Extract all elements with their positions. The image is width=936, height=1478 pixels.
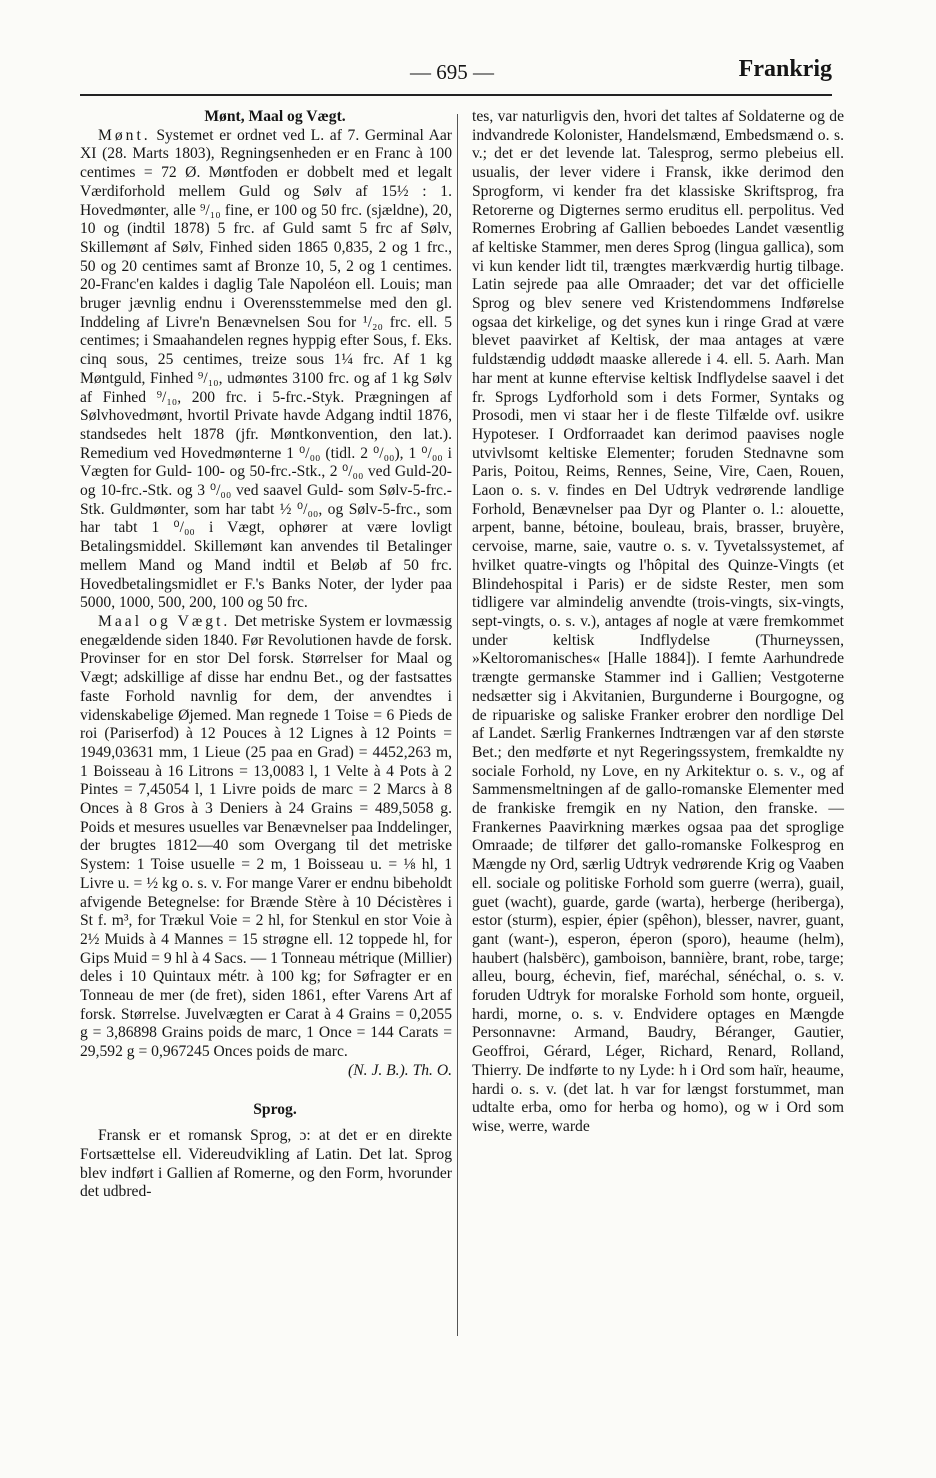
paragraph-maal (80, 613, 452, 1062)
left-column (80, 108, 452, 1202)
paragraph-sprog: Fransk er et romansk Sprog, ɔ: at det er en direkte Fortsættelse ell. Videreudvikling af Latin. Det lat. Sprog blev indført i Gallien af Romerne, og den Form, hvorunder det udbred- (80, 1127, 452, 1201)
section-title-mont: Mønt, Maal og Vægt. (204, 108, 346, 125)
right-column (472, 108, 844, 1137)
paragraph-body: Det metriske System er lovmæssig enegældende siden 1840. Før Revolutionen havde de forsk. Provinser for en stor Del forsk. Størrelser for Maal og Vægt; adskillige af disse har endnu Bet., og der fastsattes faste Forhold navnlig for dem, der anvendtes i videnskabelige Øjemed. Man regnede 1 Toise = 6 Pieds de roi (Pariserfod) à 12 Pouces à 12 Lignes à 12 Points = 1949,03631 mm, 1 Lieue (25 paa en Grad) = 4452,263 m, 1 Boisseau à 16 Litrons = 13,0083 l, 1 Velte à 4 Pots à 2 Pintes = 7,45054 l, 1 Livre poids de marc = 2 Marcs à 8 Onces à 8 Gros à 3 Deniers à 24 Grains = 489,5058 g. Poids et mesures usuelles var Benævnelser paa Inddelinger, der brugtes 1812—40 som Overgang til det metriske System: 1 Toise usuelle = 2 m, 1 Boisseau u. = ⅛ hl, 1 Livre u. = ½ kg o. s. v. For mange Varer er endnu bibeholdt afvigende Betegnelse: for Brænde Stère à 10 Décistères i St f. m³, for Trækul Voie = 2 hl, for Stenkul en stor Voie à 2½ Muids à 4 Mannes = 15 strøgne ell. 12 toppede hl, for Gips Muid = 9 hl à 4 Sacs. — 1 Tonneau métrique (Millier) deles i 10 Quintaux métr. à 100 kg; for Søfragter er en Tonneau de mer (de fret), siden 1861, efter Varens Art af forsk. Størrelse. Juvelvægten er Carat à 4 Grains = 0,2055 g = 3,86898 Grains poids de marc, 1 Once = 144 Carats = 29,592 g = 0,967245 Onces poids de marc. (80, 612, 452, 1061)
paragraph-lead: Mønt. (98, 126, 151, 144)
page-header (80, 56, 832, 98)
column-divider (457, 114, 458, 1336)
page-number: — 695 — (410, 60, 494, 84)
header-rule (80, 94, 832, 96)
running-head: Frankrig (738, 56, 832, 82)
paragraph-sprog-continued: tes, var naturligvis den, hvori det taltes af Soldaterne og de indvandrede Kolonister, Handelsmænd, Embedsmænd o. s. v.; det er det levende lat. Talesprog, sermo plebeius ell. usualis, der lever videre i Fransk, ikke derimod den Sprogform, vi kender fra det klassiske Skriftsprog, fra Retorerne og Digternes sermo eruditus ell. perpolitus. Ved Romernes Erobring af Gallien beboedes Landet væsentlig af keltiske Stammer, men deres Sprog (lingua gallica), som vi kun kender lidt til, trængtes mærkværdig hurtig tilbage. Latin sejrede paa alle Omraader; det var det officielle Sprog og blev senere ved Kristendommens Indførelse ogsaa det kirkelige, og det synes kun i ringe Grad at være blevet paavirket af Keltisk, der maa antages at være fuldstændig uddødt maaske allerede i 4. ell. 5. Aarh. Man har ment at kunne eftervise keltisk Indflydelse saavel i det fr. Sprogs Lydforhold som i dets Former, Syntaks og Prosodi, men vi staar her i de fleste Tilfælde ovf. usikre Hypoteser. I Ordforraadet kan derimod paavises nogle utvivlsomt keltiske Elementer; foruden Stednavne som Paris, Poitou, Reims, Rennes, Seine, Vire, Caen, Rouen, Laon o. s. v. findes en Del Udtryk vedrørende landlige Forhold, Benævnelser paa Dyr og Planter o. l.: alouette, arpent, banne, bétoine, bouleau, brais, brasser, bruyère, cervoise, marne, saie, vautre o. s. v. Tyvetalssystemet, af hvilket quatre-vingts og l'hôpital des Quinze-Vingts (et Blindehospital i Paris) er de sidste Rester, men som tidligere var almindelig anvendte (trois-vingts, six-vingts, sept-vingts, o. s. v.), antages af nogle at være fremkommet under keltisk Indflydelse (Thurneyssen, »Keltoromanisches« [Halle 1884]). I femte Aarhundrede trængte germanske Stammer ind i Gallien; Vestgoterne nedsætter sig i Akvitanien, Burgunderne i Bourgogne, og de ripuariske og saliske Franker erobrer den nordlige Del af Landet. Særlig Frankernes Indtrængen var af den største Bet.; den medførte et nyt Regeringssystem, fremkaldte ny sociale Forhold, ny Love, en ny Arkitektur o. s. v., og af Sammensmeltningen af de gallo-romanske Elementer med de frankiske fremgik en ny Nation, den franske. — Frankernes Paavirkning mærkes ogsaa paa det sproglige Omraade; de tilfører det gallo-romanske Folkesprog en Mængde ny Ord, særlig Udtryk vedrørende Krig og Vaaben ell. sociale og politiske Forhold som guerre (werra), guail, guet (wacht), guarde, garde (warta), herberge (heriberga), estor (sturm), espier, épier (spêhon), blesser, navrer, guant, gant (want-), esperon, éperon (sporo), heaume (helm), haubert (halsbërc), gamboison, bannière, brant, robe, targe; alleu, bourg, échevin, fief, maréchal, sénéchal, o. s. v. foruden Udtryk for moralske Forhold som honte, orgueil, hardi, morne, o. s. v. Endvidere optages en Mængde Personnavne: Armand, Baudry, Béranger, Gautier, Geoffroi, Gérard, Léger, Richard, Renard, Rolland, Thierry. De indførte to ny Lyde: h i Ord som haïr, heaume, hardi o. s. v. (det lat. h var for længst forstummet, man udtalte erba, omo for herba og homo), og w i Ord som wise, werre, warde (472, 108, 844, 1135)
paragraph-mont (80, 127, 452, 613)
section-title-sprog: Sprog. (253, 1100, 297, 1118)
paragraph-lead: Maal og Vægt. (98, 612, 231, 630)
paragraph-body: Systemet er ordnet ved L. af 7. Germinal Aar XI (28. Marts 1803), Regningsenheden er en Franc à 100 centimes = 72 Ø. Møntfoden er dobbelt med et legalt Værdiforhold mellem Guld og Sølv af 15½ : 1. Hovedmønter, alle ⁹/₁₀ fine, er 100 og 50 frc. (sjældne), 20, 10 og (indtil 1878) 5 frc. af Guld samt 5 frc af Sølv, Skillemønt af Sølv, Finhed siden 1865 0,835, 2 og 1 frc., 50 og 20 centimes samt af Bronze 10, 5, 2 og 1 centimes. 20-Franc'en kaldes i daglig Tale Napoléon ell. Louis; man bruger jævnlig endnu i Overensstemmelse med den gl. Inddeling af Livre'n Benævnelsen Sou for ¹/₂₀ frc. ell. 5 centimes; i Smaahandelen regnes hyppig efter Sous, f. Eks. cinq sous, 25 centimes, treize sous 1¼ frc. Af 1 kg Møntguld, Finhed ⁹/₁₀, udmøntes 3100 frc. og af 1 kg Sølv af Finhed ⁹/₁₀, 200 frc. i 5-frc.-Styk. Prægningen af Sølvhovedmønt, hvortil Private havde Adgang indtil 1876, standsedes helt 1878 (jfr. Møntkonvention, den lat.). Remedium ved Hovedmønterne 1 ⁰/₀₀ (tidl. 2 ⁰/₀₀), 1 ⁰/₀₀ i Vægten for Guld- 100- og 50-frc.-Stk., 2 ⁰/₀₀ ved Guld-20- og 10-frc.-Stk. og 3 ⁰/₀₀ ved saavel Guld- som Sølv-5-frc.-Stk. Guldmønter, som har tabt ½ ⁰/₀₀, og Sølv-5-frc., som har tabt 1 ⁰/₀₀ i Vægt, ophører at være lovligt Betalingsmiddel. Skillemønt kan anvendes til Betalinger mellem Mand og Mand indtil et Beløb af 50 frc. Hovedbetalingsmidlet er F.'s Banks Noter, der lyder paa 5000, 1000, 500, 200, 100 og 50 frc. (80, 126, 452, 612)
author-signature: (N. J. B.). Th. O. (348, 1061, 452, 1079)
